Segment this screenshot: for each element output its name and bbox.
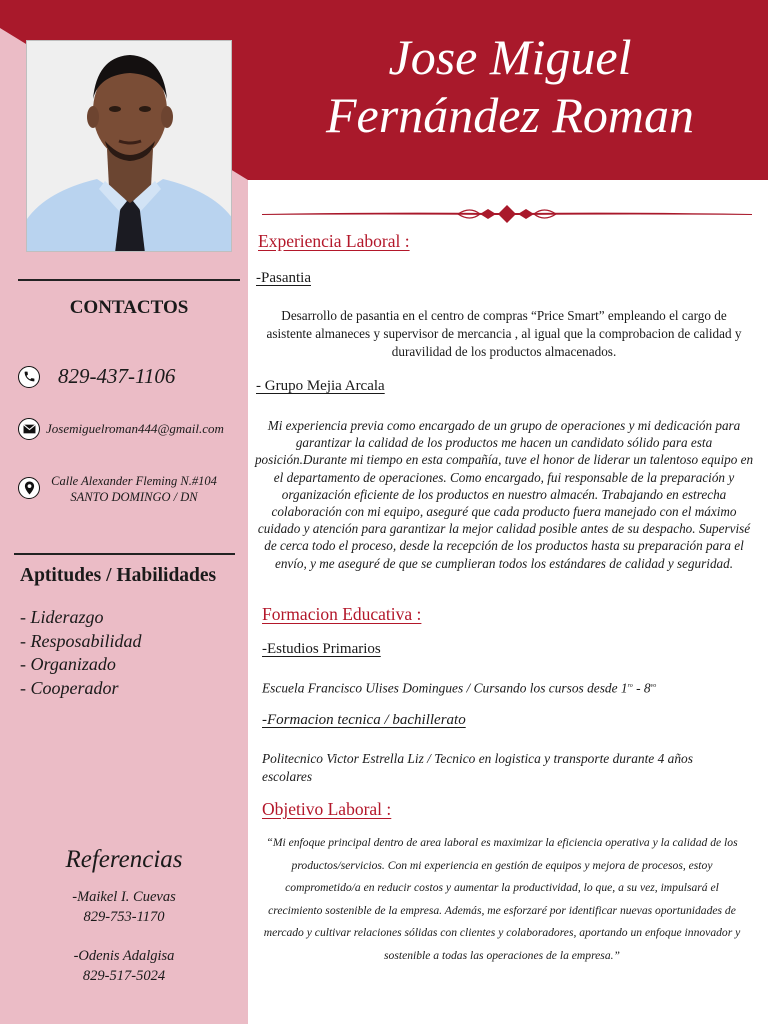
job1-title: -Pasantia: [256, 270, 311, 286]
job1-description: Desarrollo de pasantia en el centro de compras “Price Smart” empleando el cargo de asistente almaneces y supervisor de mercancia , al igual que la comprobacion de calidad y duravilidad de los productos almacenados.: [266, 308, 742, 359]
experience-title: Experiencia Laboral :: [258, 231, 410, 251]
email-row: [18, 418, 224, 440]
job2-title: - Grupo Mejia Arcala: [256, 378, 385, 394]
location-icon: [18, 477, 40, 499]
skills-title: Aptitudes / Habilidades: [20, 565, 217, 586]
sidebar-divider: [18, 279, 240, 281]
phone-row: [18, 364, 175, 389]
primary-title: -Estudios Primarios: [262, 641, 381, 657]
skills-list: [20, 606, 142, 700]
phone-number: 829-437-1106: [58, 364, 176, 388]
references-title: Referencias: [65, 846, 183, 873]
reference-1: -Maikel I. Cuevas 829-753-1170: [72, 889, 176, 925]
list-item: - Resposabilidad: [20, 630, 142, 651]
phone-icon: [18, 366, 40, 388]
mail-icon: [18, 418, 40, 440]
candidate-name: Jose Miguel Fernández Roman: [326, 29, 694, 143]
address: Calle Alexander Fleming N.#104 SANTO DOMINGO / DN: [51, 474, 217, 504]
list-item: - Liderazgo: [20, 607, 104, 627]
tech-title: -Formacion tecnica / bachillerato: [262, 712, 466, 728]
education-title: Formacion Educativa :: [262, 604, 422, 624]
email-address: Josemiguelroman444@gmail.com: [46, 421, 224, 436]
contacts-title: CONTACTOS: [69, 297, 189, 318]
ornament-divider: [262, 202, 752, 226]
tech-description: Politecnico Victor Estrella Liz / Tecnico en logistica y transporte durante 4 años escolares: [262, 751, 693, 784]
job2-description: Mi experiencia previa como encargado de un grupo de operaciones y mi dedicación para garantizar la calidad de los productos me hacen un candidato sólido para esta posición.Durante mi tiempo en esta compañía, tuve el honor de liderar un talentoso equipo en el departamento de operaciones. Como encargado, fui responsable de la preparación y organización eficiente de los productos en nuestro almacén. Trabajando en estrecha colaboración con mi equipo, aseguré que cada producto fuera manejado con el máximo cuidado y atención para garantizar la mejor calidad posible antes de su despacho. Supervisé de cerca todo el proceso, desde la recepción de los productos hasta su preparación para el envío, y me aseguré de que se cumplieran todos los estándares de calidad y seguridad.: [254, 418, 754, 571]
address-row: [18, 477, 40, 499]
list-item: - Organizado: [20, 654, 116, 674]
objective-text: “Mi enfoque principal dentro de area laboral es maximizar la eficiencia operativa y la calidad de los productos/servicios. Con mi experiencia en gestión de equipos y mejora de procesos, estoy comprometido/a en reducir costos y aumentar la productividad, lo que, a su vez, impulsará el crecimiento sostenible de la empresa. Además, me esforzaré por identificar nuevas oportunidades de mercado y cultivar relaciones sólidas con clientes y colaboradores, aportando un enfoque innovador y sostenible a todas las operaciones de la empresa.”: [263, 836, 741, 962]
reference-2: -Odenis Adalgisa 829-517-5024: [73, 948, 175, 984]
sidebar-divider-2: [14, 553, 235, 555]
primary-description: Escuela Francisco Ulises Domingues / Cursando los cursos desde $1^{ro} - 8^{vo}$: [262, 680, 657, 696]
profile-photo: [26, 40, 232, 252]
list-item: - Cooperador: [20, 677, 119, 698]
objective-title: Objetivo Laboral :: [262, 799, 392, 819]
